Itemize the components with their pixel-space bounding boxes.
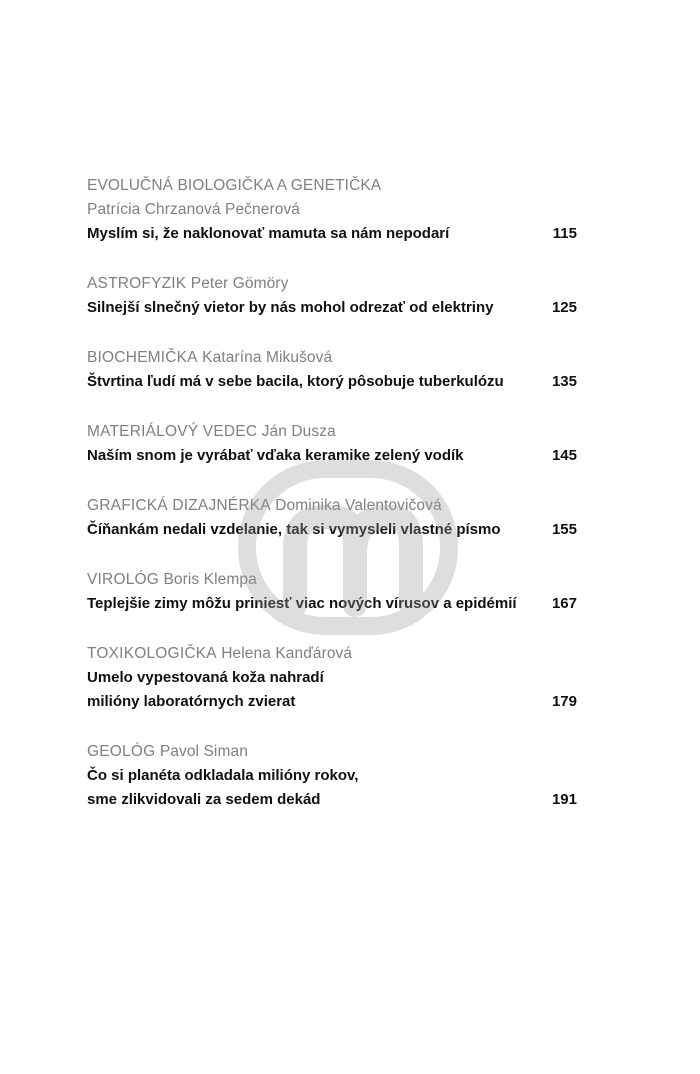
page-number: 125: [551, 299, 577, 316]
chapter-title: Silnejší slnečný vietor by nás mohol odrezať od elektriny: [87, 299, 494, 316]
toc-row[interactable]: [87, 788, 577, 812]
author-name: Katarína Mikušová: [202, 349, 333, 366]
toc-entry: [87, 346, 577, 394]
toc-entry: [87, 494, 577, 542]
toc-entry: [87, 568, 577, 616]
page-number: 167: [551, 595, 577, 612]
table-of-contents: [87, 174, 577, 838]
toc-row[interactable]: [87, 296, 577, 320]
toc-entry: [87, 740, 577, 812]
author-line: [87, 568, 577, 592]
toc-entry: [87, 272, 577, 320]
author-role: MATERIÁLOVÝ VEDEC: [87, 423, 258, 440]
author-role: VIROLÓG: [87, 571, 160, 588]
author-role: EVOLUČNÁ BIOLOGIČKA A GENETIČKA: [87, 177, 382, 194]
toc-row[interactable]: [87, 690, 577, 714]
page-number: 191: [551, 791, 577, 808]
toc-entry: [87, 174, 577, 246]
page-number: 135: [551, 373, 577, 390]
toc-row[interactable]: [87, 518, 577, 542]
author-name: Helena Kanďárová: [221, 645, 353, 662]
author-line: [87, 494, 577, 518]
author-role: TOXIKOLOGIČKA: [87, 645, 217, 662]
chapter-title: Naším snom je vyrábať vďaka keramike zelený vodík: [87, 447, 464, 464]
toc-row[interactable]: [87, 592, 577, 616]
chapter-title-line: Čo si planéta odkladala milióny rokov,: [87, 767, 359, 784]
chapter-title: Štvrtina ľudí má v sebe bacila, ktorý pôsobuje tuberkulózu: [87, 373, 504, 390]
toc-row[interactable]: [87, 370, 577, 394]
page-number: 145: [551, 447, 577, 464]
author-line: [87, 272, 577, 296]
chapter-title: Teplejšie zimy môžu priniesť viac nových vírusov a epidémií: [87, 595, 517, 612]
author-role: ASTROFYZIK: [87, 275, 187, 292]
author-name: Boris Klempa: [163, 571, 257, 588]
author-role: BIOCHEMIČKA: [87, 349, 198, 366]
toc-row[interactable]: [87, 444, 577, 468]
author-name: Pavol Siman: [159, 743, 248, 760]
chapter-title: Číňankám nedali vzdelanie, tak si vymysleli vlastné písmo: [87, 521, 501, 538]
author-name: Ján Dusza: [261, 423, 336, 440]
page-number: 155: [551, 521, 577, 538]
chapter-title-line: milióny laboratórnych zvierat: [87, 693, 296, 710]
author-name: Peter Gömöry: [190, 275, 289, 292]
author-name: Patrícia Chrzanová Pečnerová: [87, 201, 301, 218]
author-line: [87, 642, 577, 666]
author-role: GEOLÓG: [87, 743, 156, 760]
author-line: [87, 740, 577, 764]
page-number: 179: [551, 693, 577, 710]
chapter-title-line: sme zlikvidovali za sedem dekád: [87, 791, 321, 808]
toc-entry: [87, 420, 577, 468]
chapter-title-line: Umelo vypestovaná koža nahradí: [87, 669, 324, 686]
author-name: Dominika Valentovičová: [275, 497, 442, 514]
toc-row[interactable]: [87, 222, 577, 246]
page-number: 115: [552, 225, 577, 242]
toc-entry: [87, 642, 577, 714]
chapter-title: Myslím si, že naklonovať mamuta sa nám nepodarí: [87, 225, 450, 242]
author-line: [87, 420, 577, 444]
author-line: [87, 346, 577, 370]
author-role: GRAFICKÁ DIZAJNÉRKA: [87, 497, 271, 514]
